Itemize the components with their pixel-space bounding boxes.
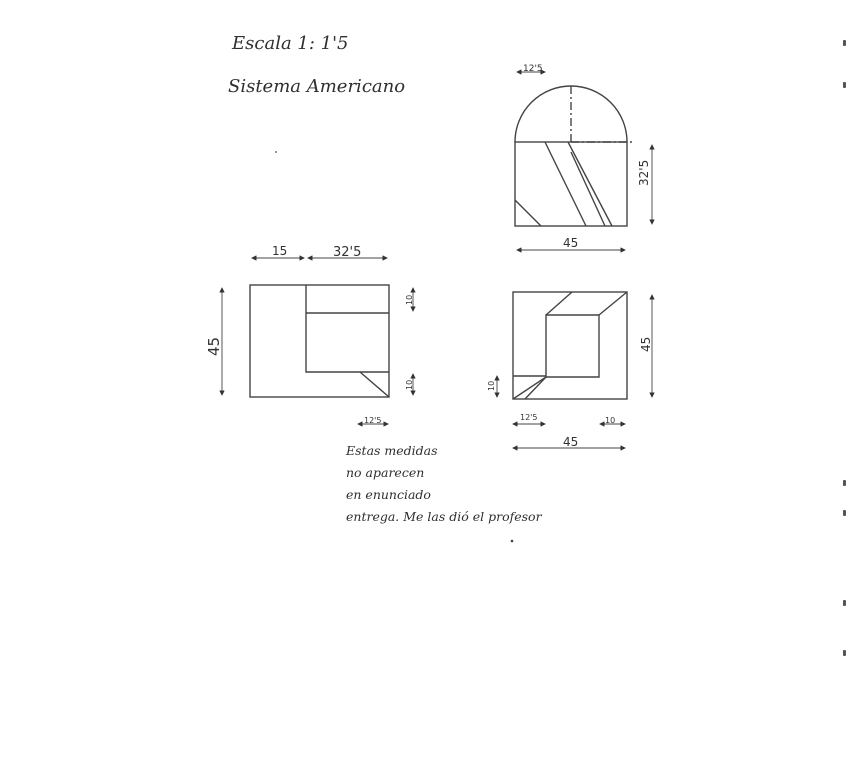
dim-side-bottom-right: 10 xyxy=(605,416,616,425)
dim-side-width: 45 xyxy=(563,435,579,449)
top-view-body xyxy=(515,142,627,226)
edge-mark xyxy=(843,510,846,516)
side-view-front-face xyxy=(546,315,599,377)
side-view-edge-tl xyxy=(546,292,572,315)
edge-mark xyxy=(843,480,846,486)
projection-system-label: Sistema Americano xyxy=(228,76,406,97)
dim-side-bottom-left: 12'5 xyxy=(520,413,538,422)
dim-front-right-top: 10 xyxy=(405,294,414,305)
dim-front-bottom: 12'5 xyxy=(364,416,382,425)
dim-front-right: 32'5 xyxy=(333,245,362,260)
dim-side-left: 10 xyxy=(487,380,496,391)
pencil-dot xyxy=(275,151,277,153)
dim-top-offset: 12'5 xyxy=(523,64,543,74)
pencil-dot xyxy=(511,540,514,543)
top-view xyxy=(515,86,632,226)
side-view-edge-bl xyxy=(513,377,546,399)
scale-label: Escala 1: 1'5 xyxy=(232,33,349,54)
note-line-2: no aparecen xyxy=(346,465,425,480)
handwritten-note xyxy=(346,440,542,528)
edge-mark xyxy=(843,650,846,656)
front-view-outline xyxy=(250,285,389,397)
side-view-outline xyxy=(513,292,627,399)
dim-front-height: 45 xyxy=(205,336,223,356)
side-view-edge-bl2 xyxy=(525,377,546,399)
dim-top-height: 32'5 xyxy=(637,159,651,186)
dim-side-height: 45 xyxy=(639,336,653,352)
side-view xyxy=(513,292,627,399)
edge-mark xyxy=(843,82,846,88)
side-view-dimensions xyxy=(497,295,652,448)
front-view-inner-step xyxy=(306,285,389,372)
note-line-1: Estas medidas xyxy=(346,443,438,458)
edge-mark xyxy=(843,40,846,46)
side-view-edge-tr xyxy=(599,292,627,315)
top-view-edge-a xyxy=(545,142,586,226)
front-view xyxy=(250,285,389,397)
top-view-edge-b xyxy=(568,142,612,226)
dim-front-right-bottom: 10 xyxy=(405,379,414,390)
dim-front-left: 15 xyxy=(272,244,288,258)
dim-top-width: 45 xyxy=(563,236,579,250)
edge-mark xyxy=(843,600,846,606)
note-line-3: en enunciado xyxy=(346,487,431,502)
note-line-4: entrega. Me las dió el profesor xyxy=(346,509,542,524)
front-view-inner-diag xyxy=(360,372,389,397)
top-view-edge-d xyxy=(515,200,541,226)
top-view-edge-c xyxy=(571,152,605,226)
